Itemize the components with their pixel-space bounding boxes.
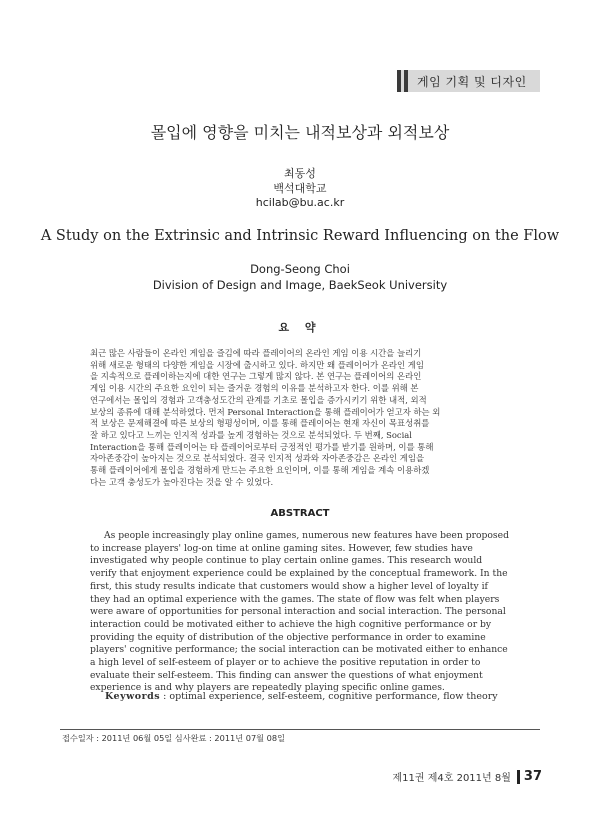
english-abstract-line: providing the equity of distribution of the objective performance in order to examine (90, 631, 486, 643)
korean-abstract-line: 최근 많은 사람들이 온라인 게임을 즐김에 따라 플레이어의 온라인 게임 이용 시간을 늘리기 (90, 348, 422, 358)
korean-abstract-line: 자아존중감이 높아지는 것으로 분석되었다. 결국 인지적 성과와 자아존중감은 온라인 게임을 (90, 453, 425, 464)
keywords-text: optimal experience, self-esteem, cognitive performance, flow theory (169, 691, 498, 702)
korean-abstract-line: 잘 하고 있다고 느끼는 인지적 성과를 높게 경험하는 것으로 분석되었다. 두 번째, Social (90, 429, 412, 440)
english-abstract-line: they had an optimal experience with the games. The state of flow was felt when players (90, 593, 500, 605)
english-abstract-line: investigated why people continue to play certain online games. This research would (90, 555, 483, 567)
english-abstract-line: players' cognitive performance; the social interaction can be motivated either to enhance (90, 644, 508, 656)
english-abstract-line: a high level of self-esteem of player or to achieve the positive reputation in order to (90, 657, 481, 669)
page-number: 37 (523, 769, 542, 784)
keywords-separator: : (160, 691, 170, 702)
korean-author: 최동성 (284, 167, 316, 180)
english-abstract-line: were aware of opportunities for personal interaction and social interaction. The personal (90, 606, 506, 618)
issue-info: 제11권 제4호 2011년 8월 (392, 773, 511, 784)
korean-abstract-line: 을 지속적으로 플레이하는지에 대한 연구는 그렇게 많지 않다. 본 연구는 플레이어의 온라인 (90, 371, 422, 382)
english-abstract-line: interaction could be motivated either to achieve the high cognitive performance or by (90, 618, 492, 630)
footer-bar-decoration (517, 770, 520, 784)
korean-title: 몰입에 영향을 미치는 내적보상과 외적보상 (150, 123, 450, 142)
korean-affiliation: 백석대학교 (273, 182, 327, 195)
banner-bar-decoration (404, 70, 408, 92)
english-affiliation: Division of Design and Image, BaekSeok University (152, 278, 448, 292)
korean-abstract-heading: 요 약 (278, 321, 322, 334)
english-abstract-line: As people increasingly play online games, numerous new features have been proposed (104, 530, 509, 541)
english-abstract-line: experience is and why players are repeatedly playing specific online games. (90, 682, 445, 694)
korean-abstract-line: 통해 플레이어에게 몰입을 경험하게 만드는 주요한 요인이며, 이를 통해 게임을 계속 이용하겠 (90, 465, 430, 476)
english-abstract-heading: ABSTRACT (270, 508, 330, 519)
korean-abstract-line: 게임 이용 시간의 주요한 요인이 되는 즐거운 경험의 이유를 분석하고자 한다. 이를 위해 본 (90, 383, 419, 394)
korean-abstract-line: 연구에서는 몰입의 경험과 고객충성도간의 관계를 기초로 몰입을 증가시키기 위한 내적, 외적 (90, 394, 427, 405)
footnote-divider (60, 729, 540, 730)
korean-abstract (90, 348, 510, 488)
keywords-label: Keywords (105, 691, 161, 702)
english-abstract-line: to increase players' log-on time at online gaming sites. However, few studies have (90, 542, 473, 554)
page-footer (393, 769, 543, 784)
korean-abstract-line: 다는 고객 충성도가 높아진다는 것을 알 수 있었다. (90, 476, 274, 487)
english-title: A Study on the Extrinsic and Intrinsic Reward Influencing on the Flow (40, 228, 560, 244)
korean-abstract-line: 적 보상은 문제해결에 따른 보상의 형평성이며, 이를 통해 플레이어는 현재 자신이 목표성취를 (90, 418, 430, 429)
keywords (105, 691, 498, 702)
section-banner (397, 70, 540, 92)
english-abstract-line: evaluate their self-esteem. This finding can answer the questions of what enjoyment (90, 669, 483, 681)
english-abstract-line: verify that enjoyment experience could be explained by the conceptual framework. In the (90, 568, 508, 580)
korean-abstract-line: 위해 새로운 형태의 다양한 게임을 시장에 출시하고 있다. 하지만 왜 플레이어가 온라인 게임 (90, 359, 424, 370)
received-dates: 접수일자 : 2011년 06월 05일 심사완료 : 2011년 07월 08일 (62, 733, 286, 743)
author-email: hcilab@bu.ac.kr (255, 196, 345, 209)
english-abstract (90, 530, 510, 695)
banner-bar-decoration (397, 70, 401, 92)
english-abstract-line: first, this study results indicate that customers would show a higher level of loyalty if (90, 580, 488, 592)
korean-abstract-line: 보상의 종류에 대해 분석하였다. 먼저 Personal Interaction을 통해 플레이어가 얻고자 하는 외 (90, 406, 441, 417)
section-label: 게임 기획 및 디자인 (417, 75, 527, 89)
korean-abstract-line: Interaction을 통해 플레이어는 타 플레이어로부터 긍정적인 평가를 받기를 원하며, 이를 통해 (90, 441, 434, 452)
english-author: Dong-Seong Choi (250, 262, 350, 276)
